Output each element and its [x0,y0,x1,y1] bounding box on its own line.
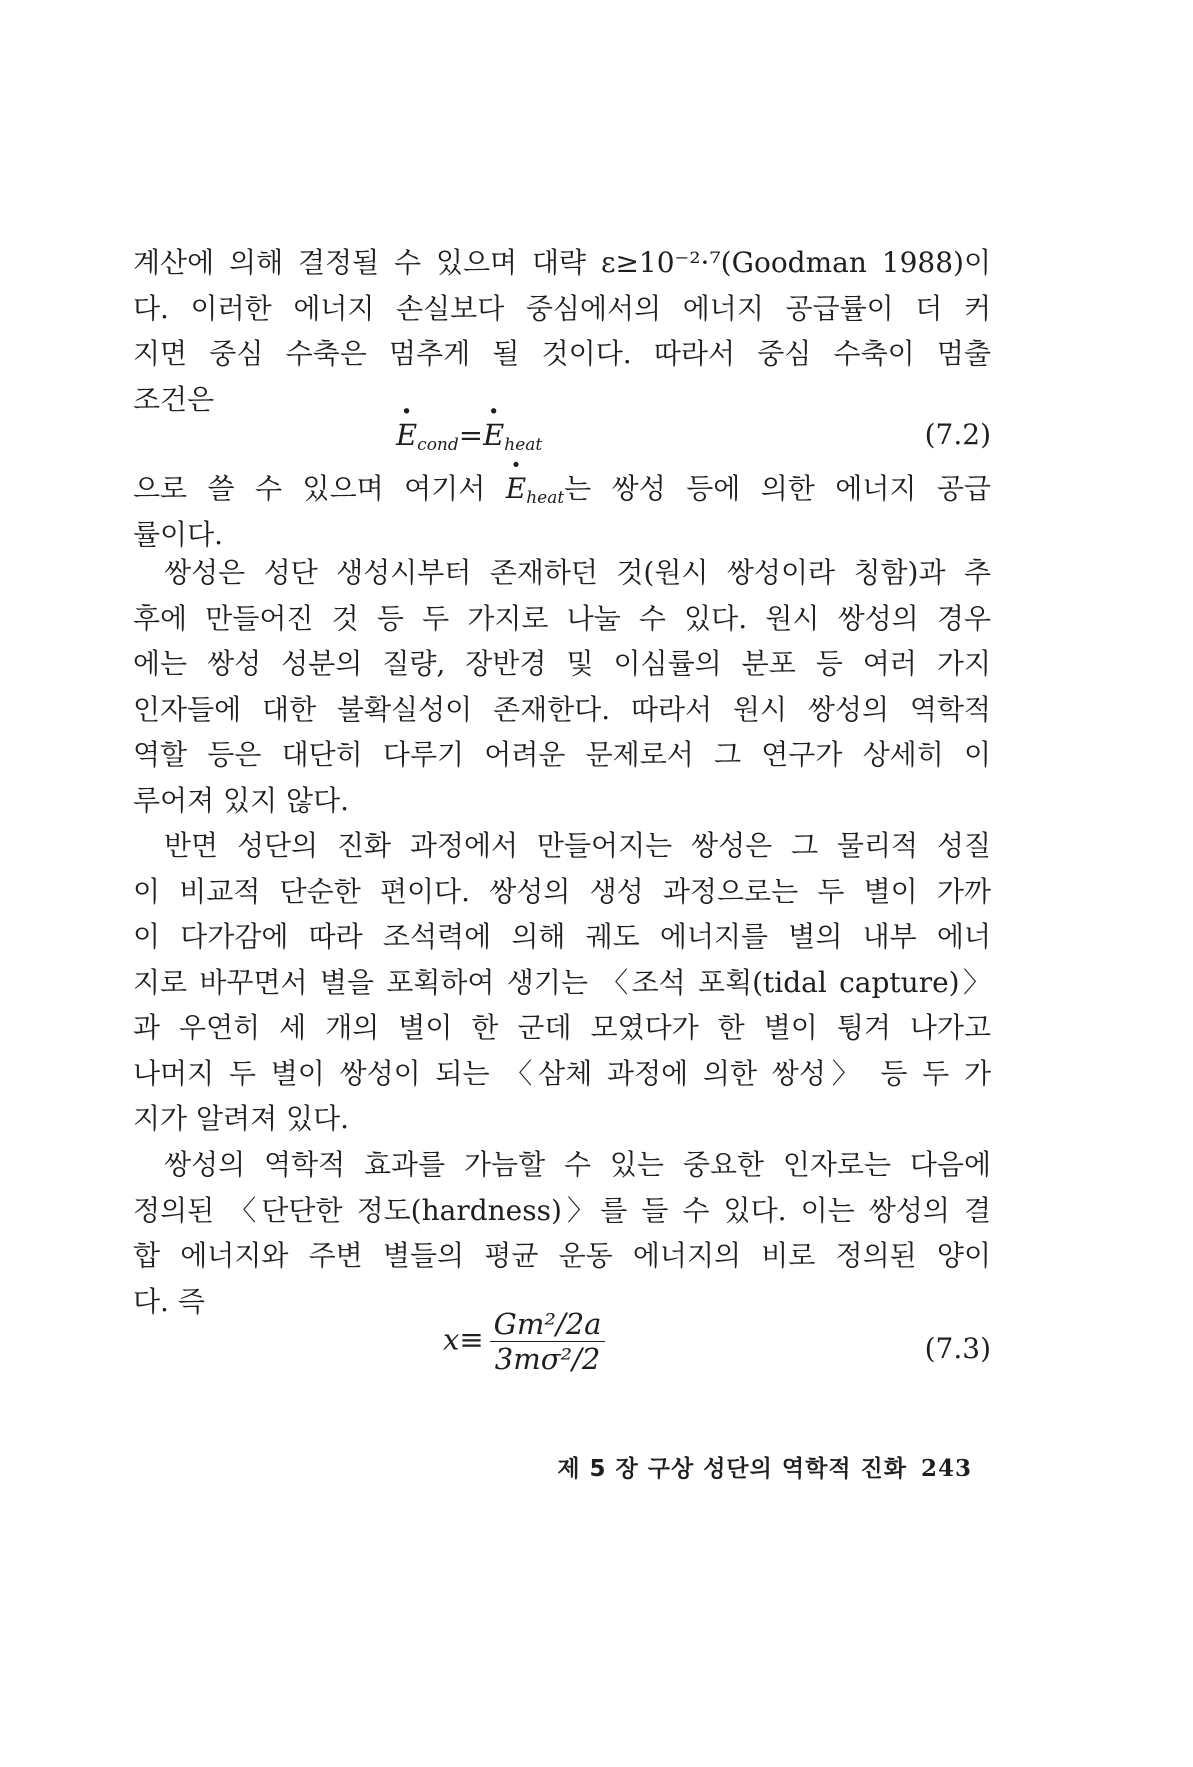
inline-math [505,472,565,508]
text-line: 정의된 〈단단한 정도(hardness)〉를 들 수 있다. 이는 쌍성의 결 [133,1193,991,1227]
equation-number: (7.3) [924,1332,991,1365]
equation-7-3 [133,1308,991,1398]
text-line: 계산에 의해 결정될 수 있으며 대략 ε≥10⁻²·⁷(Goodman 1988)이 [133,246,991,279]
text-line: 지가 알려져 있다. [133,1102,350,1135]
equation-subscript: heat [504,435,543,455]
text-line: 나머지 두 별이 쌍성이 되는 〈삼체 과정에 의한 쌍성〉 등 두 가 [133,1056,991,1090]
fraction [490,1308,606,1375]
text-line: 쌍성은 성단 생성시부터 존재하던 것(원시 쌍성이라 칭함)과 추 [164,556,991,589]
text-line: 이 비교적 단순한 편이다. 쌍성의 생성 과정으로는 두 별이 가까 [133,874,991,908]
text-segment: 으로 쓸 수 있으며 여기서 [133,472,486,505]
paragraph-5 [133,1142,991,1324]
equation-7-2 [133,410,991,470]
fraction-denominator: 3mσ²/2 [494,1342,601,1376]
paragraph-1 [133,240,991,422]
page-footer [532,1450,972,1483]
chapter-title: 제 5 장 구상 성단의 역학적 진화 [557,1456,907,1482]
text-line: 지면 중심 수축은 멈추게 될 것이다. 따라서 중심 수축이 멈출 [133,337,991,370]
text-line: 이 다가감에 따라 조석력에 의해 궤도 에너지를 별의 내부 에너 [133,920,991,953]
equation-subscript: cond [417,435,459,455]
equation-symbol: · E [483,418,504,452]
equation-symbol: x [443,1322,460,1357]
text-line: 지로 바꾸면서 별을 포획하여 생기는 〈조석 포획(tidal capture)〉 [133,965,991,999]
equation-body [443,1308,605,1375]
paragraph-2 [133,466,991,557]
inline-symbol: · E [506,466,526,512]
paragraph-3 [133,550,991,823]
inline-subscript: heat [526,488,565,508]
text-line: 반면 성단의 진화 과정에서 만들어지는 쌍성은 그 물리적 성질 [164,829,991,862]
equation-operator: = [458,418,484,452]
text-segment: 는 쌍성 등에 의한 에너지 공급 [564,472,991,505]
text-line [133,466,991,512]
text-line: 루어져 있지 않다. [133,783,350,817]
text-line: 다. 이러한 에너지 손실보다 중심에서의 에너지 공급률이 더 커 [133,291,991,325]
text-line: 역할 등은 대단히 다루기 어려운 문제로서 그 연구가 상세히 이 [133,738,991,771]
text-line: 과 우연히 세 개의 별이 한 군데 모였다가 한 별이 튕겨 나가고 [133,1011,991,1044]
text-line: 쌍성의 역학적 효과를 가늠할 수 있는 중요한 인자로는 다음에 [164,1148,991,1181]
page-number: 243 [920,1455,972,1482]
equation-symbol: · E [396,418,417,452]
equation-number: (7.2) [924,418,991,451]
fraction-numerator: Gm²/2a [490,1308,606,1342]
text-line: 인자들에 대한 불확실성이 존재한다. 따라서 원시 쌍성의 역학적 [133,692,991,726]
text-line: 합 에너지와 주변 별들의 평균 운동 에너지의 비로 정의된 양이 [133,1239,991,1272]
text-line: 다. 즉 [133,1284,205,1318]
equation-operator: ≡ [459,1322,484,1357]
paragraph-4 [133,823,991,1142]
text-line: 후에 만들어진 것 등 두 가지로 나눌 수 있다. 원시 쌍성의 경우 [133,601,991,635]
text-line: 조건은 [133,382,215,416]
text-line: 에는 쌍성 성분의 질량, 장반경 및 이심률의 분포 등 여러 가지 [133,647,991,680]
text-line: 률이다. [133,517,224,551]
